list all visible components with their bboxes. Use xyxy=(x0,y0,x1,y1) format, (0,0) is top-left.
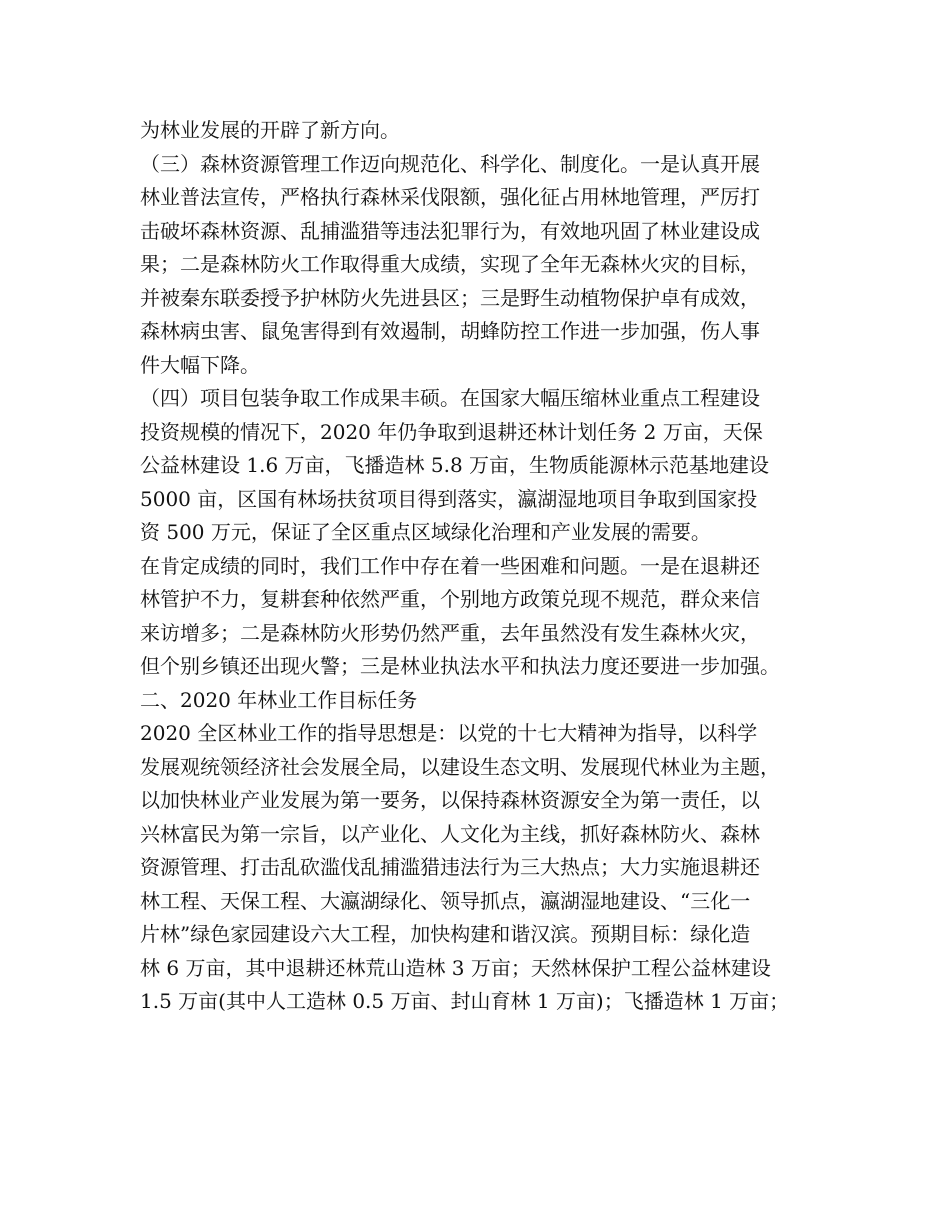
text-line: 击破坏森林资源、乱捕滥猎等违法犯罪行为，有效地巩固了林业建设成 xyxy=(140,218,760,243)
text-line: 并被秦东联委授予护林防火先进县区；三是野生动植物保护卓有成效， xyxy=(140,285,760,310)
text-line: 5000 亩，区国有林场扶贫项目得到落实，瀛湖湿地项目争取到国家投 xyxy=(140,486,758,511)
text-line: 林工程、天保工程、大瀛湖绿化、领导抓点，瀛湖湿地建设、“三化一 xyxy=(140,888,751,913)
text-line: （四）项目包装争取工作成果丰硕。在国家大幅压缩林业重点工程建设 xyxy=(140,386,760,410)
text-line: 森林病虫害、鼠兔害得到有效遏制，胡蜂防控工作进一步加强，伤人事 xyxy=(140,319,760,343)
text-line: （三）森林资源管理工作迈向规范化、科学化、制度化。一是认真开展 xyxy=(140,151,760,176)
text-line: 公益林建设 1.6 万亩，飞播造林 5.8 万亩，生物质能源林示范基地建设 xyxy=(140,453,770,477)
text-line: 果；二是森林防火工作取得重大成绩，实现了全年无森林火灾的目标， xyxy=(140,252,760,276)
text-line: 二、2020 年林业工作目标任务 xyxy=(140,687,418,712)
text-line: 件大幅下降。 xyxy=(140,352,260,377)
text-line: 以加快林业产业发展为第一要务，以保持森林资源安全为第一责任，以 xyxy=(140,788,760,812)
text-line: 发展观统领经济社会发展全局，以建设生态文明、发展现代林业为主题， xyxy=(140,754,780,779)
text-line: 兴林富民为第一宗旨，以产业化、人文化为主线，抓好森林防火、森林 xyxy=(140,821,760,846)
text-line: 林管护不力，复耕套种依然严重，个别地方政策兑现不规范，群众来信 xyxy=(140,587,760,611)
text-line: 1.5 万亩(其中人工造林 0.5 万亩、封山育林 1 万亩)；飞播造林 1 万亩； xyxy=(140,989,790,1013)
text-line: 片林”绿色家园建设六大工程，加快构建和谐汉滨。预期目标：绿化造 xyxy=(140,922,751,946)
text-line: 林业普法宣传，严格执行森林采伐限额，强化征占用林地管理，严厉打 xyxy=(140,185,760,209)
text-line: 林 6 万亩，其中退耕还林荒山造林 3 万亩；天然林保护工程公益林建设 xyxy=(140,955,771,980)
text-line: 来访增多；二是森林防火形势仍然严重，去年虽然没有发生森林火灾， xyxy=(140,620,760,645)
text-line: 在肯定成绩的同时，我们工作中存在着一些困难和问题。一是在退耕还 xyxy=(140,553,760,578)
text-line: 资源管理、打击乱砍滥伐乱捕滥猎违法行为三大热点；大力实施退耕还 xyxy=(140,855,760,879)
text-line: 但个别乡镇还出现火警；三是林业执法水平和执法力度还要进一步加强。 xyxy=(140,654,780,678)
text-line: 资 500 万元，保证了全区重点区域绿化治理和产业发展的需要。 xyxy=(140,520,711,544)
text-line: 投资规模的情况下，2020 年仍争取到退耕还林计划任务 2 万亩，天保 xyxy=(140,419,763,444)
text-line: 2020 全区林业工作的指导思想是：以党的十七大精神为指导，以科学 xyxy=(140,721,758,745)
text-line: 为林业发展的开辟了新方向。 xyxy=(140,118,400,142)
document-body xyxy=(140,114,830,1019)
